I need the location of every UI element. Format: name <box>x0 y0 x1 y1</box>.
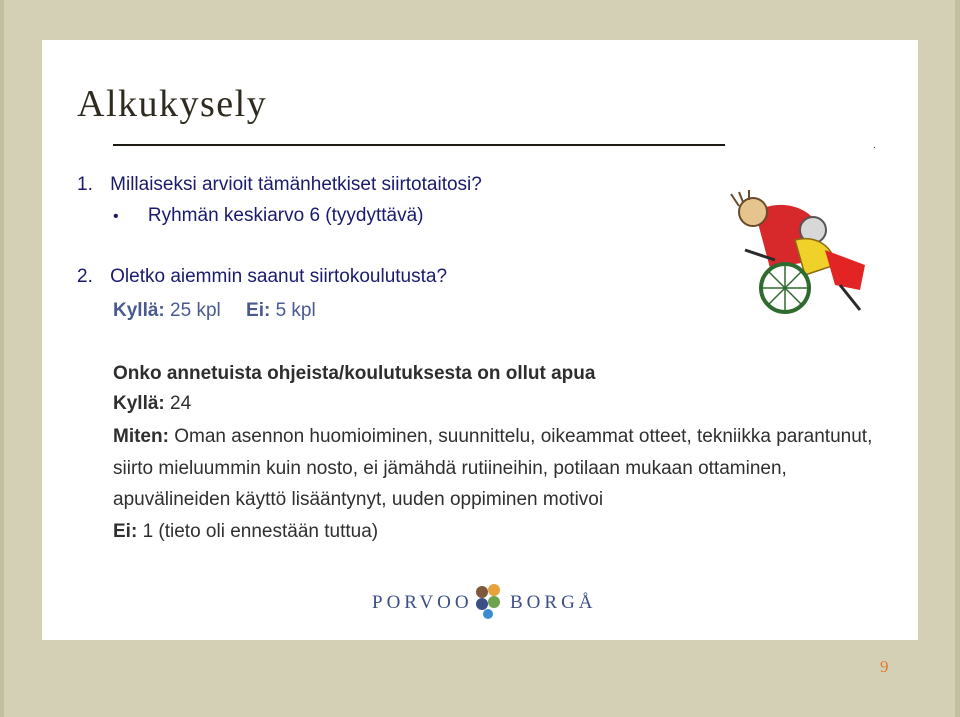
q3-how-label: Miten: <box>113 426 169 447</box>
q3-how-paragraph <box>113 421 903 547</box>
left-border-stripe <box>0 0 4 717</box>
right-border-stripe <box>955 0 960 717</box>
city-emblem-icon <box>472 582 506 622</box>
q2-yes-value: 25 kpl <box>170 300 221 321</box>
q3-yes-row <box>113 393 191 415</box>
question-2 <box>77 266 447 288</box>
q3-yes-label: Kyllä: <box>113 393 165 414</box>
page-number: 9 <box>880 657 889 676</box>
wheelchair-clipart-icon <box>725 190 875 325</box>
question-2-number: 2. <box>77 266 93 287</box>
question-1 <box>77 174 482 196</box>
q2-no-label: Ei: <box>246 300 271 321</box>
porvoo-borga-logo <box>372 582 632 622</box>
bullet-icon: • <box>113 208 119 225</box>
slide-title: Alkukysely <box>77 83 268 125</box>
q2-yes-label: Kyllä: <box>113 300 165 321</box>
q3-no-label: Ei: <box>113 520 138 542</box>
question-3-heading: Onko annetuista ohjeista/koulutuksesta on ollut apua <box>113 363 596 384</box>
logo-text-borga: BORGÅ <box>510 592 597 613</box>
title-underline <box>113 144 725 146</box>
question-2-answer <box>113 300 316 322</box>
logo-text-porvoo: PORVOO <box>372 592 473 613</box>
question-1-answer-text: Ryhmän keskiarvo 6 (tyydyttävä) <box>147 205 424 226</box>
decorative-dot: . <box>873 140 876 151</box>
q3-yes-value: 24 <box>170 393 192 414</box>
q3-how-text: Oman asennon huomioiminen, suunnittelu, oikeammat otteet, tekniikka parantunut, siirto mieluummin kuin nosto, ei jämähdä rutiineihin, potilaan mukaan ottaminen, apuvälineiden käyttö lisääntynyt, uuden oppiminen motivoi <box>113 426 873 510</box>
question-1-text: Millaiseksi arvioit tämänhetkiset siirtotaitosi? <box>110 174 482 195</box>
question-2-text: Oletko aiemmin saanut siirtokoulutusta? <box>110 266 448 287</box>
question-1-answer <box>113 205 423 228</box>
question-1-number: 1. <box>77 174 93 195</box>
q2-no-value: 5 kpl <box>275 300 316 321</box>
q3-no-value: 1 (tieto oli ennestään tuttua) <box>142 520 379 542</box>
slide-canvas <box>42 40 918 640</box>
